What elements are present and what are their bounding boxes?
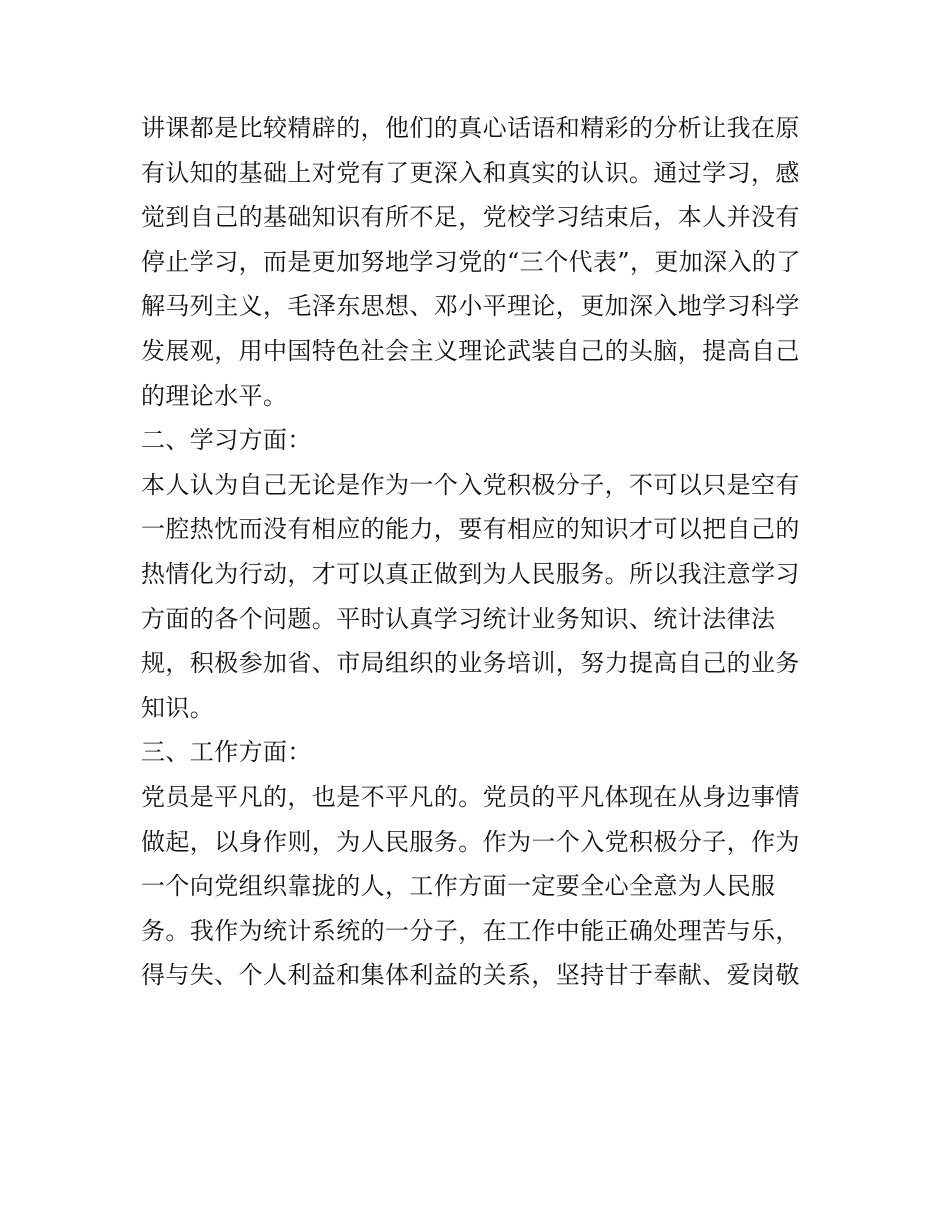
text-line: 党员是平凡的，也是不平凡的。党员的平凡体现在从身边事情 <box>141 782 800 811</box>
text-line: 方面的各个问题。平时认真学习统计业务知识、统计法律法 <box>141 604 776 633</box>
text-line: 做起，以身作则，为人民服务。作为一个入党积极分子，作为 <box>141 827 800 856</box>
text-line: 本人认为自己无论是作为一个入党积极分子，不可以只是空有 <box>141 470 800 499</box>
section-heading-study: 二、学习方面： <box>141 426 312 455</box>
body-text <box>141 106 821 998</box>
text-line: 觉到自己的基础知识有所不足，党校学习结束后，本人并没有 <box>141 203 800 232</box>
text-line: 得与失、个人利益和集体利益的关系，坚持甘于奉献、爱岗敬 <box>141 961 800 990</box>
text-line: 规，积极参加省、市局组织的业务培训，努力提高自己的业务 <box>141 649 800 678</box>
text-line: 一个向党组织靠拢的人，工作方面一定要全心全意为人民服 <box>141 872 776 901</box>
text-line: 的理论水平。 <box>141 381 288 410</box>
text-line: 务。我作为统计系统的一分子，在工作中能正确处理苦与乐， <box>141 916 800 945</box>
text-line: 停止学习，而是更加努地学习党的“三个代表”，更加深入的了 <box>141 247 801 276</box>
text-line: 热情化为行动，才可以真正做到为人民服务。所以我注意学习 <box>141 559 800 588</box>
text-line: 有认知的基础上对党有了更深入和真实的认识。通过学习，感 <box>141 158 800 187</box>
section-heading-work: 三、工作方面： <box>141 738 312 767</box>
text-line: 发展观，用中国特色社会主义理论武装自己的头脑，提高自己 <box>141 336 800 365</box>
text-line: 讲课都是比较精辟的，他们的真心话语和精彩的分析让我在原 <box>141 114 800 142</box>
text-line: 一腔热忱而没有相应的能力，要有相应的知识才可以把自己的 <box>141 515 800 544</box>
text-line: 解马列主义，毛泽东思想、邓小平理论，更加深入地学习科学 <box>141 292 800 321</box>
text-line: 知识。 <box>141 693 215 722</box>
